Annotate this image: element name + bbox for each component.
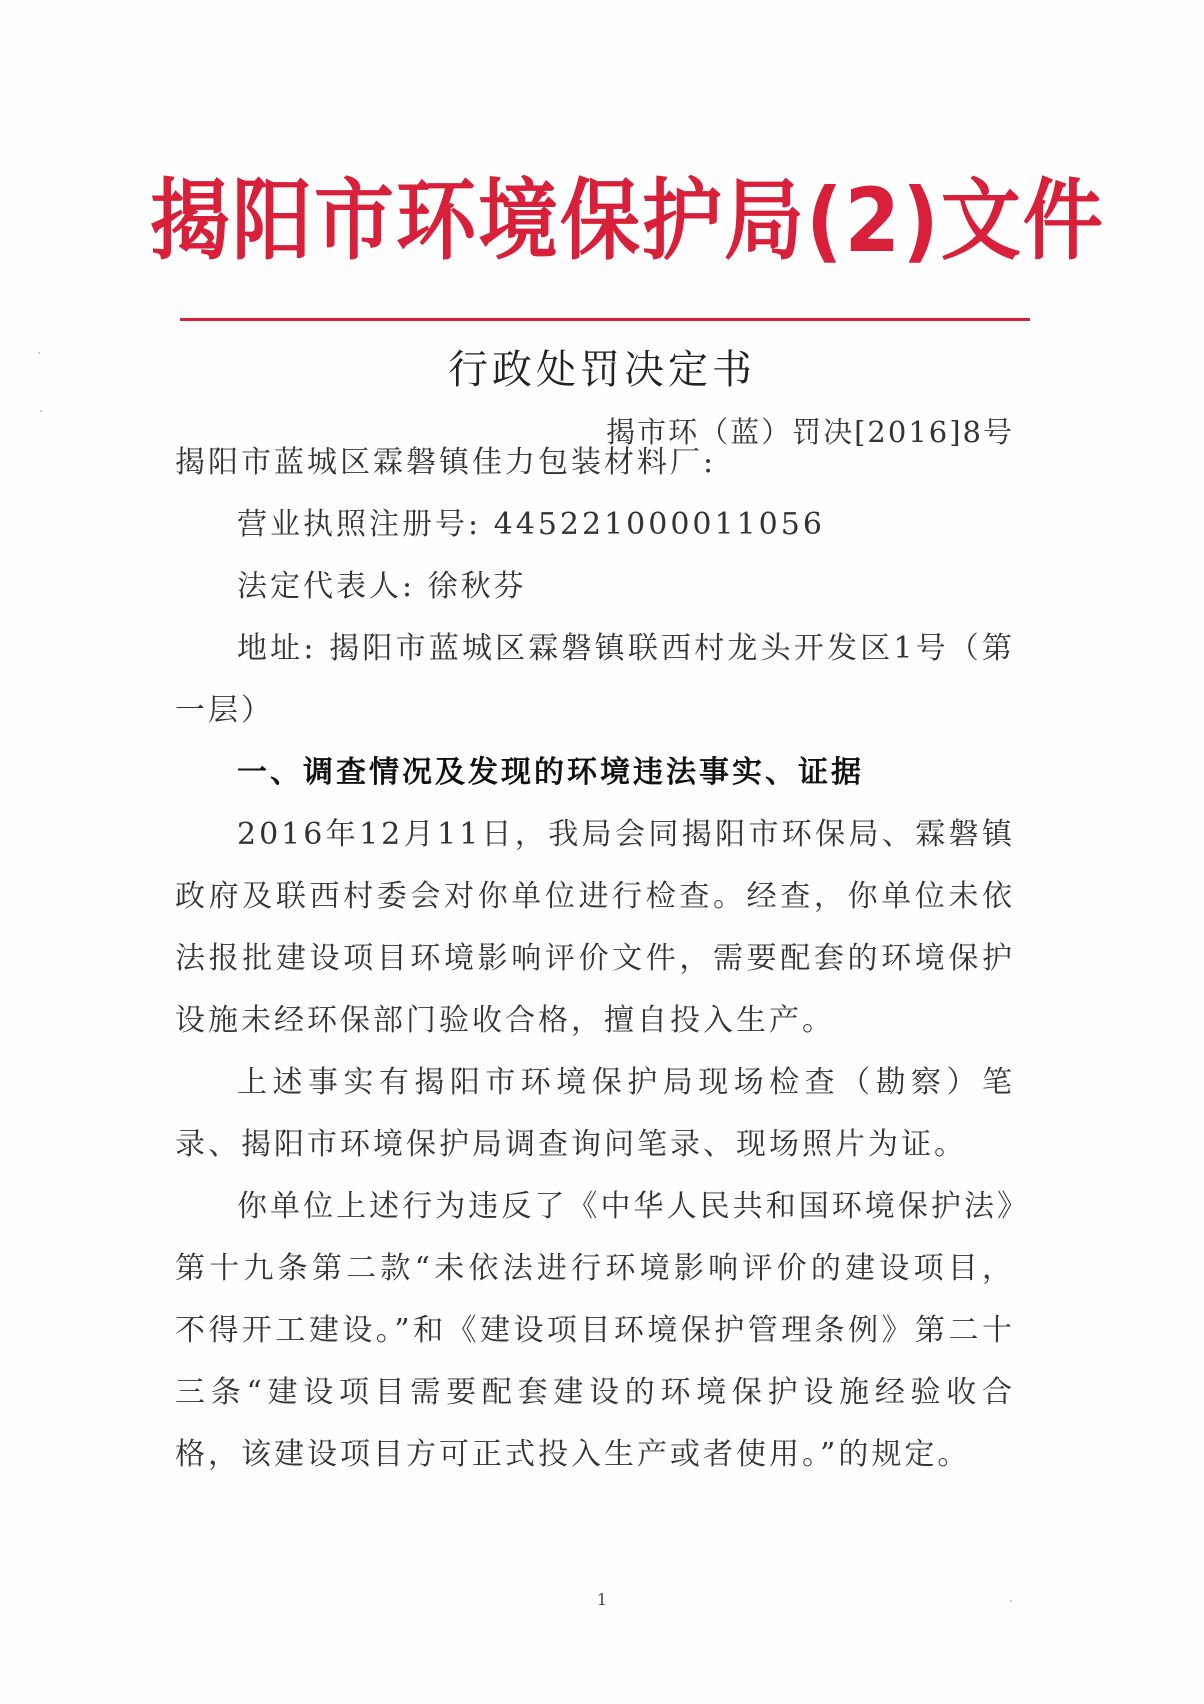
business-license: 营业执照注册号: 445221000011056 — [237, 507, 825, 542]
page-number: 1 — [596, 1590, 608, 1609]
legal-representative: 法定代表人: 徐秋芬 — [237, 569, 527, 604]
recipient-name: 揭阳市蓝城区霖磐镇佳力包装材料厂: — [175, 445, 717, 480]
paragraph-investigation: 2016年12月11日，我局会同揭阳市环保局、霖磐镇政府及联西村委会对你单位进行检查。经查，你单位未依法报批建设项目环境影响评价文件，需要配套的环境保护设施未经环保部门验收合格，擅自投入生产。 — [175, 817, 1015, 1038]
recipient-block — [175, 432, 1015, 1486]
paragraph-evidence: 上述事实有揭阳市环境保护局现场检查（勘察）笔录、揭阳市环境保护局调查询问笔录、现场照片为证。 — [175, 1065, 1015, 1162]
scan-speck — [38, 352, 40, 354]
address: 地址: 揭阳市蓝城区霖磐镇联西村龙头开发区1号（第一层） — [175, 631, 1015, 728]
document-title: 行政处罚决定书 — [448, 347, 756, 393]
red-divider-rule — [180, 318, 1030, 321]
scan-speck — [40, 410, 42, 412]
masthead-title: 揭阳市环境保护局(2)文件 — [150, 169, 1105, 273]
paragraph-violation: 你单位上述行为违反了《中华人民共和国环境保护法》第十九条第二款“未依法进行环境影响评价的建设项目，不得开工建设。”和《建设项目环境保护管理条例》第二十三条“建设项目需要配套建设的环境保护设施经验收合格，该建设项目方可正式投入生产或者使用。”的规定。 — [175, 1189, 1015, 1472]
document-number: 揭市环（蓝）罚决[2016]8号 — [606, 415, 1014, 449]
scan-speck — [1010, 1600, 1012, 1602]
section-heading: 一、调查情况及发现的环境违法事实、证据 — [237, 755, 864, 790]
